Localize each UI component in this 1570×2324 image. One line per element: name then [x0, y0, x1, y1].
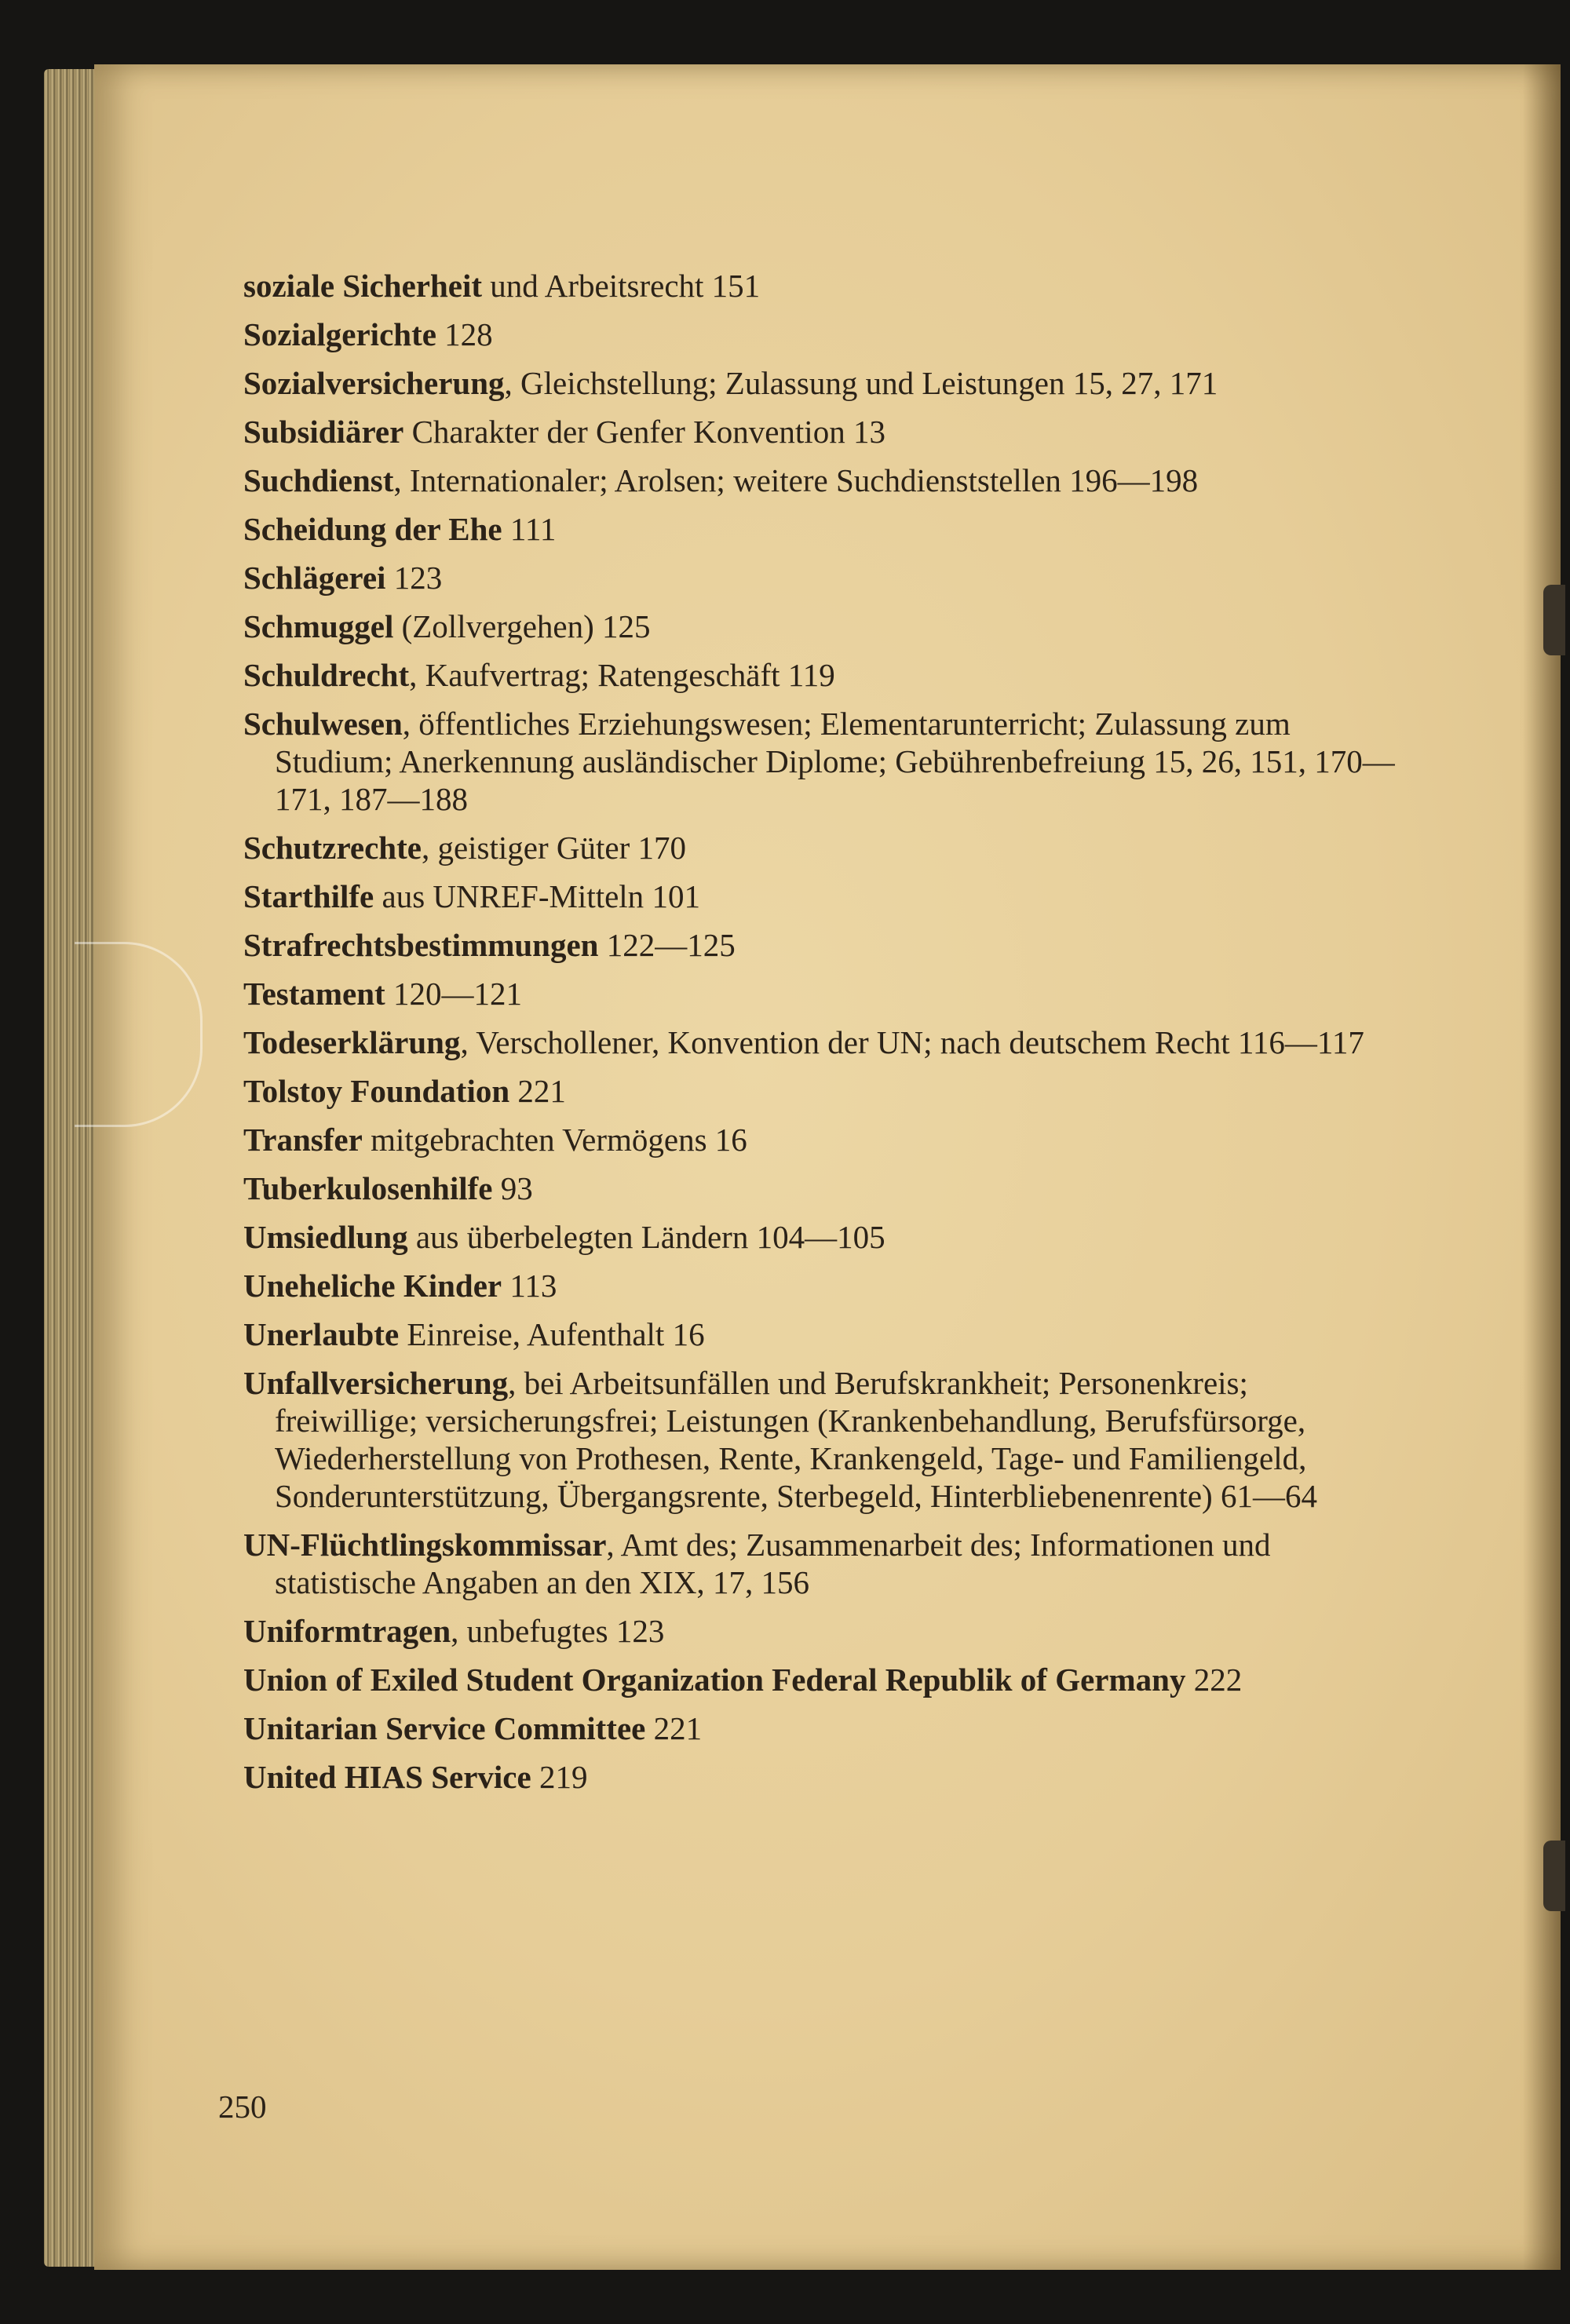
- spine-shadow: [1523, 64, 1561, 2270]
- index-detail: , unbefugtes: [451, 1613, 608, 1649]
- index-term: United HIAS Service: [243, 1759, 531, 1795]
- index-pages: 111: [509, 511, 557, 547]
- index-pages: 222: [1193, 1662, 1243, 1698]
- page-number: 250: [218, 2089, 267, 2125]
- index-term: Unfallversicherung: [243, 1365, 509, 1401]
- index-term: Union of Exiled Student Organization Federal Republik of Germany: [243, 1662, 1186, 1698]
- index-term: UN-Flüchtlingskommissar: [243, 1527, 607, 1563]
- index-pages: 119: [787, 657, 835, 693]
- index-entry: [243, 364, 1397, 402]
- index-pages: 61—64: [1220, 1478, 1317, 1514]
- index-pages: 104—105: [756, 1219, 885, 1255]
- index-detail: , Verschollener, Konvention der UN; nach deutschem Recht: [460, 1024, 1229, 1060]
- index-pages: 123: [615, 1613, 665, 1649]
- index-entry: [243, 1315, 1397, 1353]
- index-entry: [243, 705, 1397, 818]
- index-term: Starthilfe: [243, 878, 374, 914]
- index-term: Schutzrechte: [243, 830, 422, 866]
- index-term: Umsiedlung: [243, 1219, 408, 1255]
- index-entry: [243, 1526, 1397, 1601]
- index-detail: , Internationaler; Arolsen; weitere Suchdienststellen: [393, 462, 1061, 498]
- index-entry: [243, 829, 1397, 866]
- index-rest: und Arbeitsrecht: [490, 268, 704, 304]
- index-rest: aus UNREF-Mitteln: [382, 878, 644, 914]
- index-entry: [243, 877, 1397, 915]
- index-pages: 123: [393, 560, 443, 596]
- index-rest: (Zollvergehen): [401, 608, 594, 644]
- index-detail: , Gleichstellung; Zulassung und Leistungen: [505, 365, 1065, 401]
- index-pages: 13: [853, 414, 885, 450]
- index-term: Sozialgerichte: [243, 316, 436, 352]
- index-pages: 170: [637, 830, 686, 866]
- index-term: Transfer: [243, 1122, 363, 1158]
- index-pages: 219: [539, 1759, 588, 1795]
- index-detail: , öffentliches Erziehungswesen; Elementarunterricht; Zulassung zum Studium; Anerkennung ausländischer Diplome; Gebührenbefreiung: [275, 706, 1291, 779]
- index-term: Strafrechtsbestimmungen: [243, 927, 599, 963]
- index-entry: [243, 975, 1397, 1012]
- index-term: Uniformtragen: [243, 1613, 451, 1649]
- index-pages: 16: [714, 1122, 747, 1158]
- binding-tab: [1543, 585, 1565, 655]
- index-detail: , bei Arbeitsunfällen und Berufskrankheit; Personenkreis; freiwillige; versicherungsfrei; Leistungen (Krankenbehandlung, Berufsfürsorge, Wiederherstellung von Prothesen, Rente, Krankengeld, Tage- und Familiengeld, Sonderunterstützung, Übergangsrente, Sterbegeld, Hinterbliebenenrente): [275, 1365, 1306, 1514]
- index-pages: 128: [444, 316, 493, 352]
- index-entry: [243, 607, 1397, 645]
- index-term: Schmuggel: [243, 608, 394, 644]
- index-detail: , Amt des; Zusammenarbeit des; Informationen und statistische Angaben an den XIX,: [275, 1527, 1270, 1600]
- index-entry: [243, 1267, 1397, 1304]
- index-term: Todeserklärung: [243, 1024, 461, 1060]
- index-pages: 122—125: [606, 927, 736, 963]
- index-term: Schulwesen: [243, 706, 403, 742]
- index-term: Suchdienst: [243, 462, 394, 498]
- index-pages: 15, 26, 151, 170—171, 187—188: [275, 743, 1395, 817]
- index-term: Uneheliche Kinder: [243, 1268, 502, 1304]
- index-pages: 151: [711, 268, 761, 304]
- index-entry: [243, 1121, 1397, 1158]
- index-rest: aus überbelegten Ländern: [415, 1219, 749, 1255]
- index-term: Sozialversicherung: [243, 365, 505, 401]
- index-entry: [243, 1169, 1397, 1207]
- index-pages: 221: [653, 1710, 703, 1746]
- index-entry: [243, 1364, 1397, 1515]
- index-entry: [243, 316, 1397, 353]
- index-rest: mitgebrachten Vermögens: [371, 1122, 707, 1158]
- index-entry: [243, 510, 1397, 548]
- index-entry: [243, 1023, 1397, 1061]
- index-pages: 116—117: [1237, 1024, 1364, 1060]
- index-rest: Charakter der Genfer Konvention: [411, 414, 845, 450]
- index-detail: , geistiger Güter: [422, 830, 630, 866]
- index-term: Unerlaubte: [243, 1316, 400, 1352]
- index-pages: 16: [672, 1316, 705, 1352]
- index-term: Scheidung der Ehe: [243, 511, 502, 547]
- index-rest: Einreise, Aufenthalt: [407, 1316, 665, 1352]
- index-term: soziale Sicherheit: [243, 268, 483, 304]
- index-entry: [243, 462, 1397, 499]
- index-entry: [243, 1709, 1397, 1747]
- index-list: [243, 267, 1397, 1807]
- index-term: Schuldrecht: [243, 657, 410, 693]
- index-entry: [243, 656, 1397, 694]
- paper-clip: [75, 942, 203, 1127]
- index-term: Testament: [243, 976, 385, 1012]
- index-pages: 125: [602, 608, 651, 644]
- index-entry: [243, 1218, 1397, 1256]
- index-term: Subsidiärer: [243, 414, 404, 450]
- index-term: Unitarian Service Committee: [243, 1710, 646, 1746]
- index-pages: 221: [517, 1073, 566, 1109]
- index-entry: [243, 559, 1397, 597]
- index-pages: 93: [500, 1170, 533, 1206]
- index-entry: [243, 1612, 1397, 1650]
- index-entry: [243, 1758, 1397, 1796]
- index-entry: [243, 926, 1397, 964]
- index-entry: [243, 267, 1397, 305]
- index-pages: 101: [652, 878, 700, 914]
- index-detail: , Kaufvertrag; Ratengeschäft: [409, 657, 780, 693]
- index-pages: 120—121: [392, 976, 522, 1012]
- index-pages: 15, 27, 171: [1072, 365, 1218, 401]
- binding-tab: [1543, 1841, 1565, 1911]
- index-entry: [243, 1661, 1397, 1698]
- index-term: Tuberkulosenhilfe: [243, 1170, 493, 1206]
- index-term: Schlägerei: [243, 560, 386, 596]
- index-pages: 113: [509, 1268, 557, 1304]
- index-pages: 196—198: [1069, 462, 1199, 498]
- index-pages: 17, 156: [712, 1564, 809, 1600]
- index-entry: [243, 413, 1397, 451]
- index-term: Tolstoy Foundation: [243, 1073, 510, 1109]
- index-entry: [243, 1072, 1397, 1110]
